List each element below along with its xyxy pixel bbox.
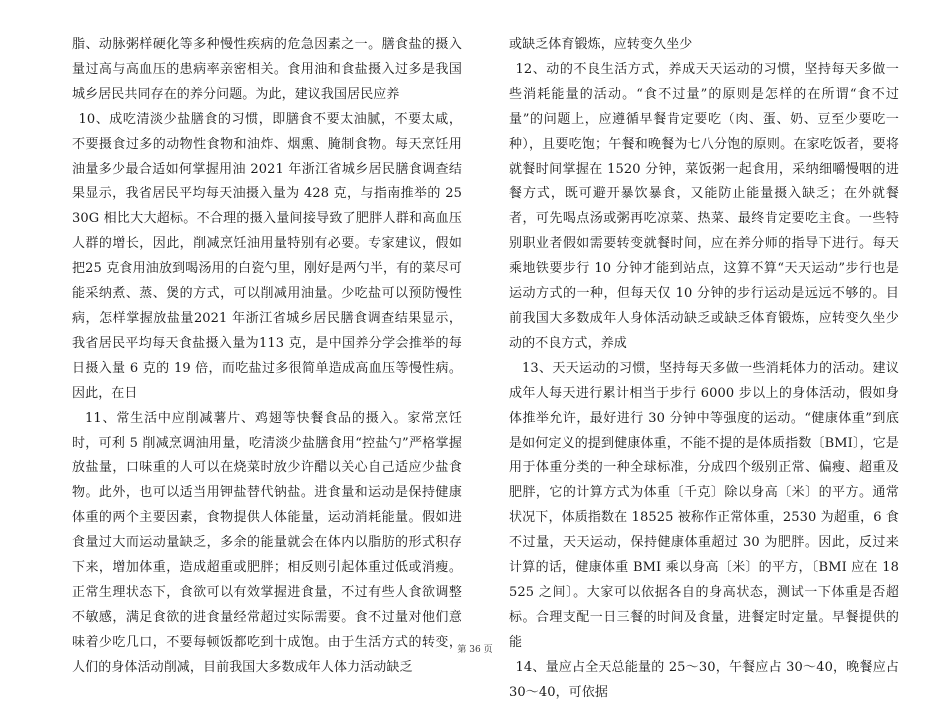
left-column: [72, 33, 462, 681]
paragraph: 或缺乏体育锻炼，应转变久坐少: [509, 37, 693, 52]
page-footer: 第 36 页: [457, 645, 493, 655]
paragraph: 14、量应占全天总能量的 25～30，午餐应占 30～40，晚餐应占 30～40，可依据: [509, 659, 899, 700]
right-column: [509, 33, 899, 705]
paragraph: 13、天天运动的习惯，坚持每天多做一些消耗体力的活动。建议成年人每天进行累计相当于步行 6000 步以上的身体活动，假如身体推举允许，最好进行 30 分钟中等强度的运动。“健康体重”到底是如何定义的提到健康体重，不能不提的是体质指数〔BMI〕，它是用于体重分类的一种全球标准，分成四个级别正常、偏瘦、超重及肥胖，它的计算方式为体重〔千克〕除以身高〔米〕的平方。通常状况下，体质指数在 18525 被称作正常体重，2530 为超重，6 食不过量，天天运动，保持健康体重超过 30 为肥胖。因此，反过来计算的话，健康体重 BMI 乘以身高〔米〕的平方，〔BMI 应在 18525 之间〕。大家可以依据各自的身高状态，测试一下体重是否超标。合理支配一日三餐的时间及食量，进餐定时定量。早餐提供的能: [509, 360, 899, 650]
paragraph: 12、动的不良生活方式，养成天天运动的习惯，坚持每天多做一些消耗能量的活动。“食不过量”的原则是怎样的在所谓“食不过量”的问题上，应遵循早餐肯定要吃（肉、蛋、奶、豆至少要吃一种），且要吃饱；午餐和晚餐为七八分饱的原则。在家吃饭者，要将就餐时间掌握在 1520 分钟，菜饭粥一起食用，采纳细嚼慢咽的进餐方式，既可避开暴饮暴食，又能防止能量摄入缺乏；在外就餐者，可先喝点汤或粥再吃凉菜、热菜、最终肯定要吃主食。一些特别职业者假如需要转变就餐时间，应在养分师的指导下进行。每天乘地铁要步行 10 分钟才能到站点，这算不算“天天运动”步行也是运动方式的一种，但每天仅 10 分钟的步行运动是远远不够的。目前我国大多数成年人身体活动缺乏或缺乏体育锻炼，应转变久坐少动的不良方式，养成: [509, 61, 899, 351]
paragraph: 脂、动脉粥样硬化等多种慢性疾病的危急因素之一。膳食盐的摄入量过高与高血压的患病率亲密相关。食用油和食盐摄入过多是我国城乡居民共同存在的养分问题。为此，建议我国居民应养: [72, 37, 462, 102]
paragraph: 10、成吃清淡少盐膳食的习惯，即膳食不要太油腻，不要太咸，不要摄食过多的动物性食物和油炸、烟熏、腌制食物。每天烹饪用油量多少最合适如何掌握用油 2021 年浙江省城乡居民膳食调查结果显示，我省居民平均每天油摄入量为 428 克，与指南推举的 2530G 相比大大超标。不合理的摄入量间接导致了肥胖人群和高血压人群的增长，因此，削减烹饪油用量特别有必要。专家建议，假如把25 克食用油放到喝汤用的白瓷勺里，刚好是两勺半，有的菜尽可能采纳煮、蒸、煲的方式，可以削减用油量。少吃盐可以预防慢性病，怎样掌握放盐量2021 年浙江省城乡居民膳食调查结果显示，我省居民平均每天食盐摄入量为113 克，是中国养分学会推举的每日摄入量 6 克的 19 倍，而吃盐过多很简单造成高血压等慢性病。因此，在日: [72, 111, 462, 401]
paragraph: 11、常生活中应削减薯片、鸡翅等快餐食品的摄入。家常烹饪时，可利 5 削减烹调油用量，吃清淡少盐膳食用“控盐勺”严格掌握放盐量，口味重的人可以在烧菜时放少许醋以关心自己适应少盐食物。此外，也可以适当用钾盐替代钠盐。进食量和运动是保持健康体重的两个主要因素，食物提供人体能量，运动消耗能量。假如进食量过大而运动量缺乏，多余的能量就会在体内以脂肪的形式积存下来，增加体重，造成超重或肥胖；相反则引起体重过低或消瘦。正常生理状态下，食欲可以有效掌握进食量，不过有些人食欲调整不敏感，满足食欲的进食量经常超过实际需要。食不过量对他们意味着少吃几口，不要每顿饭都吃到十成饱。由于生活方式的转变，人们的身体活动削减，目前我国大多数成年人体力活动缺乏: [72, 410, 462, 675]
